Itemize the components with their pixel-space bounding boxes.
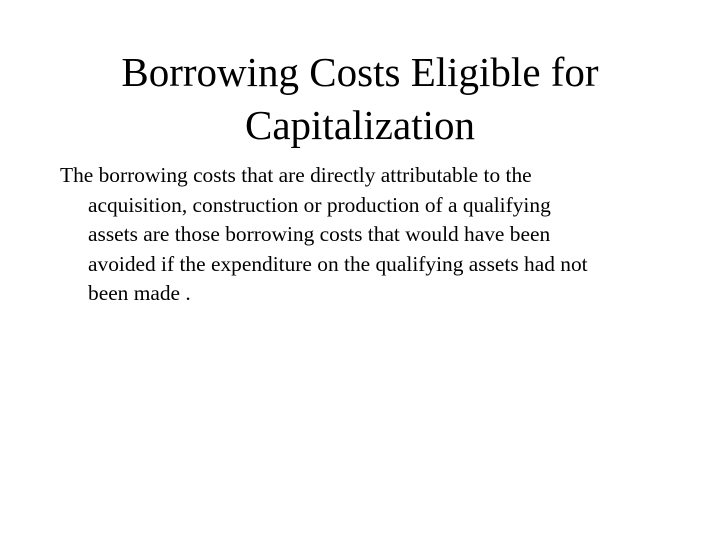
slide-title: Borrowing Costs Eligible for Capitalization xyxy=(121,49,599,149)
slide-body-text: The borrowing costs that are directly attributable to the acquisition, construction or production of a qualifying assets are those borrowing costs that would have been avoided if the expenditure on the qualifying assets had not been made . xyxy=(60,163,588,305)
